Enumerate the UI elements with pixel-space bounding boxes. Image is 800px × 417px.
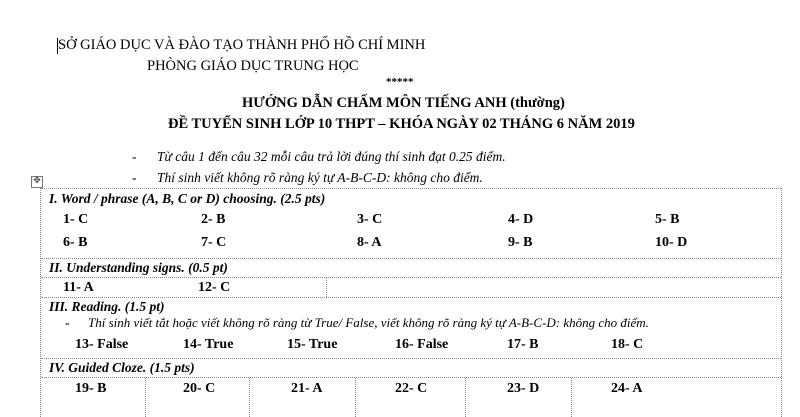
answer-cell: 19- B bbox=[75, 381, 107, 396]
answer-cell: 8- A bbox=[357, 235, 382, 250]
note-legibility: Thí sinh viết không rõ ràng ký tự A-B-C-D: không cho điểm. bbox=[157, 170, 483, 185]
cell-divider bbox=[571, 378, 572, 417]
section-title: I. Word / phrase (A, B, C or D) choosing. (2.5 pts) bbox=[49, 191, 326, 206]
office-name: PHÒNG GIÁO DỤC TRUNG HỌC bbox=[147, 58, 359, 74]
bullet-dash: - bbox=[65, 315, 70, 330]
answer-cell: 5- B bbox=[655, 212, 680, 227]
section-title: II. Understanding signs. (0.5 pt) bbox=[49, 260, 228, 275]
doc-subtitle: ĐỀ TUYỂN SINH LỚP 10 THPT – KHÓA NGÀY 02 THÁNG 6 NĂM 2019 bbox=[168, 116, 635, 132]
answer-cell: 10- D bbox=[655, 235, 688, 250]
bullet-dash: - bbox=[132, 149, 137, 164]
bullet-dash: - bbox=[132, 170, 137, 185]
answer-cell: 20- C bbox=[183, 381, 216, 396]
answer-row bbox=[41, 277, 781, 297]
answer-cell: 13- False bbox=[75, 337, 129, 352]
cell-divider bbox=[465, 378, 466, 417]
answer-cell: 18- C bbox=[611, 337, 644, 352]
answer-cell: 4- D bbox=[508, 212, 534, 227]
answer-cell: 6- B bbox=[63, 235, 88, 250]
answer-table bbox=[40, 188, 782, 417]
section-header-row bbox=[41, 188, 781, 209]
section-note: Thí sinh viết tắt hoặc viết không rõ ràng từ True/ False, viết không rõ ràng ký tự A-B-C-D: không cho điểm. bbox=[88, 315, 649, 330]
doc-title: HƯỚNG DẪN CHẤM MÔN TIẾNG ANH (thường) bbox=[242, 95, 565, 111]
answer-cell: 3- C bbox=[357, 212, 383, 227]
table-move-handle-icon[interactable]: ✥ bbox=[31, 176, 43, 188]
cell-divider bbox=[355, 378, 356, 417]
answer-cell: 2- B bbox=[201, 212, 226, 227]
answer-cell: 7- C bbox=[201, 235, 227, 250]
answer-cell: 23- D bbox=[507, 381, 540, 396]
answer-cell: 12- C bbox=[198, 280, 231, 295]
department-name: SỞ GIÁO DỤC VÀ ĐÀO TẠO THÀNH PHỐ HỒ CHÍ MINH bbox=[58, 37, 426, 53]
stars-divider: ***** bbox=[386, 76, 414, 88]
answer-cell: 21- A bbox=[291, 381, 323, 396]
answer-cell: 1- C bbox=[63, 212, 89, 227]
section-header-row bbox=[41, 358, 781, 377]
section-title: III. Reading. (1.5 pt) bbox=[49, 299, 165, 314]
cell-divider bbox=[326, 278, 327, 297]
answer-cell: 14- True bbox=[183, 337, 234, 352]
section-header-row bbox=[41, 258, 781, 277]
answer-cell: 22- C bbox=[395, 381, 428, 396]
note-scoring: Từ câu 1 đến câu 32 mỗi câu trả lời đúng thí sinh đạt 0.25 điểm. bbox=[157, 149, 506, 164]
answer-cell: 15- True bbox=[287, 337, 338, 352]
section-note-row bbox=[41, 316, 781, 335]
answer-row bbox=[41, 209, 781, 233]
section-title: IV. Guided Cloze. (1.5 pts) bbox=[49, 360, 195, 375]
cell-divider bbox=[249, 378, 250, 417]
section-header-row bbox=[41, 297, 781, 316]
answer-row bbox=[41, 377, 781, 417]
answer-cell: 24- A bbox=[611, 381, 643, 396]
answer-row bbox=[41, 335, 781, 358]
answer-row bbox=[41, 233, 781, 258]
answer-cell: 17- B bbox=[507, 337, 539, 352]
answer-cell: 11- A bbox=[63, 280, 94, 295]
cell-divider bbox=[145, 378, 146, 417]
answer-cell: 9- B bbox=[508, 235, 533, 250]
answer-cell: 16- False bbox=[395, 337, 449, 352]
